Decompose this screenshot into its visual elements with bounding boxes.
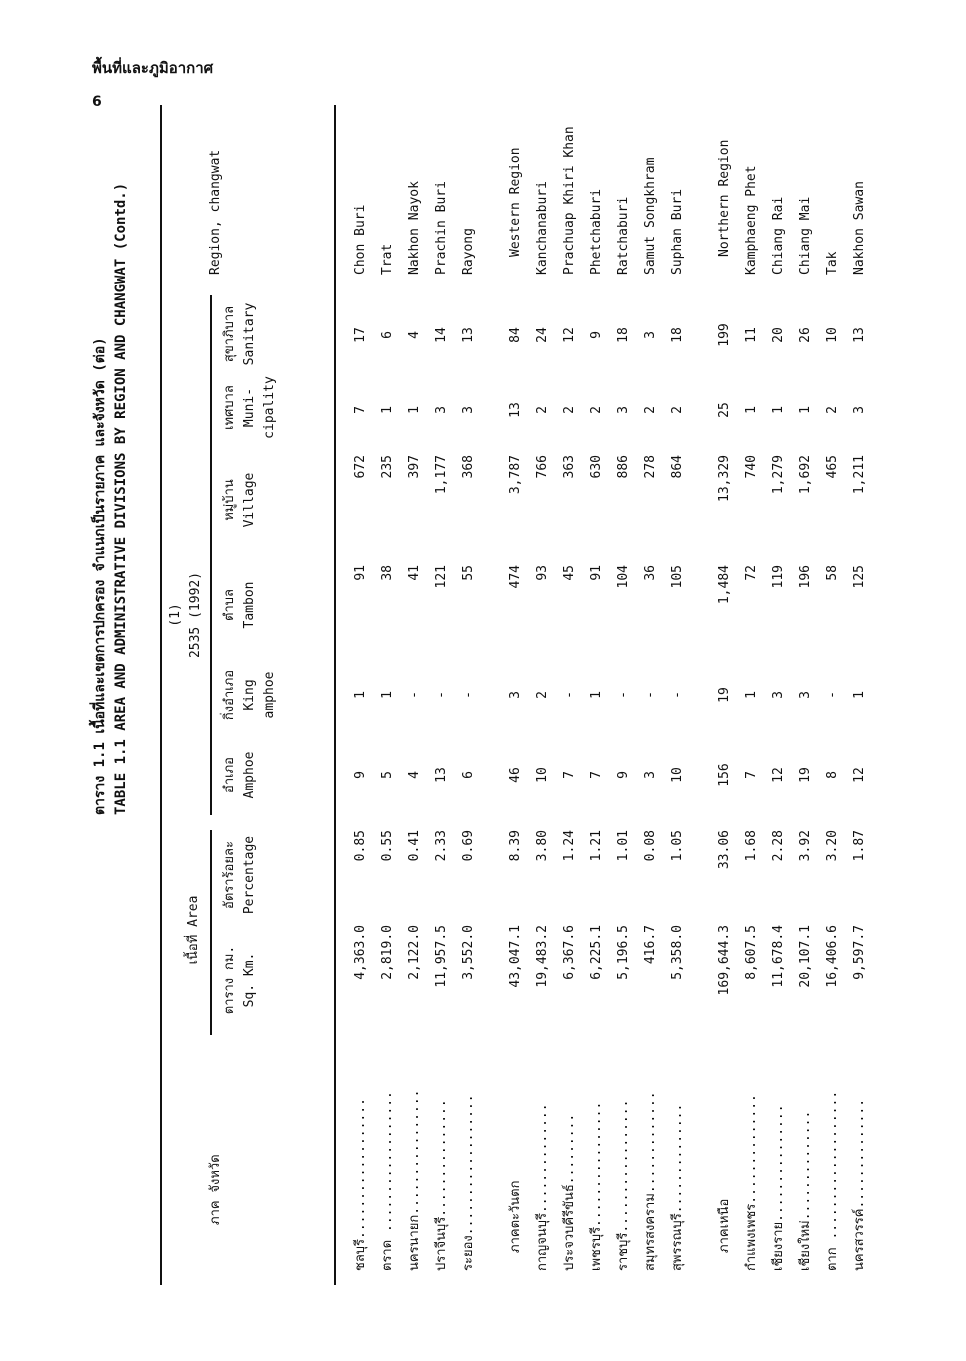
header-muni-th: เทศบาล <box>222 385 237 430</box>
table-row <box>822 105 844 1285</box>
year-underline <box>210 295 212 815</box>
cell-region-en: Suphan Buri <box>670 188 685 275</box>
table-row <box>458 105 480 1285</box>
cell-muni: 2 <box>643 406 658 414</box>
cell-muni: 3 <box>461 406 476 414</box>
section-title: พื้นที่และภูมิอากาศ <box>92 59 214 77</box>
region-row <box>505 105 527 1285</box>
cell-region-th: ชลบุรี.................. <box>353 1098 368 1271</box>
cell-pct: 1.68 <box>744 830 759 862</box>
table-row <box>586 105 608 1285</box>
table-row <box>640 105 662 1285</box>
cell-village: 1,279 <box>771 455 786 495</box>
cell-tambon: 125 <box>852 565 867 589</box>
cell-sqkm: 416.7 <box>643 925 658 965</box>
cell-amphoe: 6 <box>461 771 476 779</box>
table-row <box>377 105 399 1285</box>
cell-region-en: Western Region <box>508 147 523 257</box>
cell-muni: 1 <box>744 406 759 414</box>
cell-village: 1,692 <box>798 455 813 495</box>
cell-sqkm: 2,819.0 <box>380 925 395 980</box>
cell-village: 235 <box>380 455 395 479</box>
cell-sqkm: 11,678.4 <box>771 925 786 988</box>
cell-king: 2 <box>535 691 550 699</box>
cell-amphoe: 19 <box>798 767 813 783</box>
cell-region-en: Nakhon Nayok <box>407 181 422 275</box>
cell-region-th: เชียงราย............... <box>771 1104 786 1271</box>
header-village <box>220 455 320 545</box>
cell-sanitary: 18 <box>670 327 685 343</box>
cell-village: 363 <box>562 455 577 479</box>
cell-amphoe: 7 <box>589 771 604 779</box>
cell-region-th: ตาก ................... <box>825 1090 840 1271</box>
header-amphoe <box>220 735 320 815</box>
table-title-en: TABLE 1.1 AREA AND ADMINISTRATIVE DIVISIONS BY REGION AND CHANGWAT (Contd.) <box>113 182 129 815</box>
cell-pct: 33.06 <box>717 830 732 870</box>
cell-sqkm: 20,107.1 <box>798 925 813 988</box>
header-tambon-en: Tambon <box>242 581 257 629</box>
cell-region-en: Chiang Rai <box>771 196 786 275</box>
cell-muni: 2 <box>535 406 550 414</box>
cell-pct: 1.05 <box>670 830 685 862</box>
region-row <box>714 105 736 1285</box>
cell-tambon: 121 <box>434 565 449 589</box>
cell-tambon: 41 <box>407 565 422 581</box>
cell-king: 3 <box>508 691 523 699</box>
cell-king: 3 <box>798 691 813 699</box>
top-rule <box>160 105 162 1285</box>
cell-muni: 2 <box>589 406 604 414</box>
header-sanitary-th: สุขาภิบาล <box>222 305 237 363</box>
cell-sanitary: 18 <box>616 327 631 343</box>
cell-region-en: Northern Region <box>717 139 732 257</box>
cell-region-th: ราชบุรี................. <box>616 1099 631 1271</box>
cell-region-th: เพชรบุรี................ <box>589 1101 604 1271</box>
cell-amphoe: 12 <box>852 767 867 783</box>
cell-amphoe: 12 <box>771 767 786 783</box>
cell-amphoe: 13 <box>434 767 449 783</box>
cell-tambon: 104 <box>616 565 631 589</box>
cell-region-th: เชียงใหม่.............. <box>798 1110 813 1271</box>
cell-region-en: Kanchanaburi <box>535 181 550 275</box>
cell-pct: 3.20 <box>825 830 840 862</box>
cell-muni: 7 <box>353 406 368 414</box>
header-region-en: Region, changwat <box>208 149 223 275</box>
header-sqkm-th: ตาราง กม. <box>222 945 237 1015</box>
header-muni-en2: cipality <box>262 376 277 439</box>
cell-king: - <box>562 691 577 699</box>
cell-amphoe: 9 <box>616 771 631 779</box>
table-row <box>559 105 581 1285</box>
header-muni-en1: Muni- <box>242 387 257 428</box>
cell-king: 1 <box>380 691 395 699</box>
cell-sqkm: 8,607.5 <box>744 925 759 980</box>
cell-sqkm: 5,358.0 <box>670 925 685 980</box>
cell-amphoe: 7 <box>744 771 759 779</box>
cell-region-th: กำแพงเพชร.............. <box>744 1094 759 1271</box>
header-area-group: เนื้อที่ Area <box>186 895 201 965</box>
header-king <box>220 655 320 735</box>
cell-sanitary: 4 <box>407 331 422 339</box>
rotated-table <box>90 105 867 1285</box>
cell-region-th: ภาคตะวันตก <box>508 1180 523 1253</box>
cell-tambon: 38 <box>380 565 395 581</box>
cell-tambon: 474 <box>508 565 523 589</box>
cell-tambon: 93 <box>535 565 550 581</box>
table-row <box>532 105 554 1285</box>
header-rule <box>334 105 336 1285</box>
header-sanitary-en: Sanitary <box>242 302 257 366</box>
cell-amphoe: 7 <box>562 771 577 779</box>
cell-village: 13,329 <box>717 455 732 502</box>
cell-sanitary: 17 <box>353 327 368 343</box>
cell-amphoe: 5 <box>380 771 395 779</box>
cell-amphoe: 8 <box>825 771 840 779</box>
cell-village: 886 <box>616 455 631 479</box>
header-sqkm-en: Sq. Km. <box>242 952 257 1008</box>
cell-pct: 0.69 <box>461 830 476 862</box>
cell-king: - <box>825 691 840 699</box>
cell-tambon: 72 <box>744 565 759 581</box>
cell-region-th: ภาคเหนือ <box>717 1198 732 1253</box>
cell-tambon: 91 <box>589 565 604 581</box>
cell-muni: 3 <box>434 406 449 414</box>
cell-muni: 1 <box>380 406 395 414</box>
cell-sanitary: 12 <box>562 327 577 343</box>
cell-region-th: นครนายก................ <box>407 1089 422 1271</box>
cell-tambon: 105 <box>670 565 685 589</box>
cell-region-en: Tak <box>825 251 840 275</box>
table-row <box>849 105 871 1285</box>
cell-region-th: ประจวบคีรีขันธ์......... <box>562 1113 577 1271</box>
cell-king: 1 <box>353 691 368 699</box>
header-king-th: กิ่งอำเภอ <box>222 669 237 721</box>
cell-king: 3 <box>771 691 786 699</box>
header-sanitary <box>220 295 320 373</box>
cell-sanitary: 13 <box>461 327 476 343</box>
cell-sqkm: 169,644.3 <box>717 925 732 996</box>
cell-muni: 3 <box>616 406 631 414</box>
cell-sanitary: 11 <box>744 327 759 343</box>
cell-amphoe: 156 <box>717 763 732 787</box>
table-row <box>795 105 817 1285</box>
header-king-en2: amphoe <box>262 671 277 719</box>
header-tambon-th: ตำบล <box>222 589 237 621</box>
cell-pct: 3.80 <box>535 830 550 862</box>
cell-region-en: Prachuap Khiri Khan <box>562 126 577 275</box>
cell-amphoe: 9 <box>353 771 368 779</box>
table-row <box>667 105 689 1285</box>
table-row <box>613 105 635 1285</box>
table-row <box>404 105 426 1285</box>
cell-king: 1 <box>589 691 604 699</box>
cell-pct: 0.08 <box>643 830 658 862</box>
header-amphoe-th: อำเภอ <box>222 757 237 793</box>
cell-tambon: 36 <box>643 565 658 581</box>
cell-sqkm: 3,552.0 <box>461 925 476 980</box>
cell-sanitary: 6 <box>380 331 395 339</box>
cell-region-th: สุพรรณบุรี.............. <box>670 1103 685 1271</box>
cell-tambon: 1,484 <box>717 565 732 605</box>
cell-tambon: 45 <box>562 565 577 581</box>
cell-village: 672 <box>353 455 368 479</box>
cell-tambon: 55 <box>461 565 476 581</box>
cell-pct: 0.85 <box>353 830 368 862</box>
cell-sqkm: 6,225.1 <box>589 925 604 980</box>
cell-king: - <box>670 691 685 699</box>
cell-muni: 2 <box>670 406 685 414</box>
cell-sqkm: 4,363.0 <box>353 925 368 980</box>
table-title <box>90 183 132 815</box>
header-year-note: (1) <box>168 603 183 627</box>
cell-muni: 2 <box>562 406 577 414</box>
cell-muni: 3 <box>852 406 867 414</box>
cell-region-en: Ratchaburi <box>616 196 631 275</box>
cell-village: 397 <box>407 455 422 479</box>
cell-amphoe: 4 <box>407 771 422 779</box>
cell-muni: 25 <box>717 402 732 418</box>
cell-village: 1,211 <box>852 455 867 495</box>
cell-sqkm: 5,196.5 <box>616 925 631 980</box>
cell-muni: 1 <box>407 406 422 414</box>
cell-sanitary: 13 <box>852 327 867 343</box>
cell-sanitary: 3 <box>643 331 658 339</box>
cell-region-en: Chiang Mai <box>798 196 813 275</box>
cell-region-th: ปราจีนบุรี............... <box>434 1099 449 1271</box>
cell-sqkm: 43,047.1 <box>508 925 523 988</box>
cell-sqkm: 11,957.5 <box>434 925 449 988</box>
cell-pct: 0.41 <box>407 830 422 862</box>
cell-sqkm: 2,122.0 <box>407 925 422 980</box>
cell-muni: 1 <box>798 406 813 414</box>
header-pct-en: Percentage <box>242 835 257 915</box>
cell-pct: 1.21 <box>589 830 604 862</box>
cell-sanitary: 199 <box>717 323 732 347</box>
cell-muni: 1 <box>771 406 786 414</box>
cell-village: 368 <box>461 455 476 479</box>
cell-sanitary: 14 <box>434 327 449 343</box>
table-title-th: ตาราง 1.1 เนื้อที่และเขตการปกครอง จำแนกเป็นรายภาค และจังหวัด (ต่อ) <box>92 337 108 815</box>
cell-king: - <box>616 691 631 699</box>
cell-pct: 8.39 <box>508 830 523 862</box>
cell-tambon: 58 <box>825 565 840 581</box>
cell-region-en: Prachin Buri <box>434 181 449 275</box>
cell-region-en: Nakhon Sawan <box>852 181 867 275</box>
cell-king: 19 <box>717 687 732 703</box>
cell-king: 1 <box>744 691 759 699</box>
header-village-en: Village <box>242 472 257 528</box>
cell-region-th: ระยอง.................. <box>461 1094 476 1271</box>
cell-sanitary: 26 <box>798 327 813 343</box>
cell-region-th: นครสวรรค์.............. <box>852 1098 867 1271</box>
cell-sanitary: 10 <box>825 327 840 343</box>
cell-village: 278 <box>643 455 658 479</box>
header-pct-th: อัตราร้อยละ <box>222 841 237 909</box>
header-pct <box>220 825 320 925</box>
cell-muni: 13 <box>508 402 523 418</box>
table-row <box>431 105 453 1285</box>
cell-sanitary: 24 <box>535 327 550 343</box>
cell-sqkm: 6,367.6 <box>562 925 577 980</box>
header-amphoe-en: Amphoe <box>242 751 257 799</box>
cell-king: 1 <box>852 691 867 699</box>
cell-region-en: Chon Buri <box>353 204 368 275</box>
page-header <box>92 56 213 110</box>
cell-pct: 1.24 <box>562 830 577 862</box>
cell-region-en: Samut Songkhram <box>643 157 658 275</box>
cell-village: 630 <box>589 455 604 479</box>
cell-region-th: สมุทรสงคราม............. <box>643 1091 658 1271</box>
cell-king: - <box>434 691 449 699</box>
cell-amphoe: 10 <box>535 767 550 783</box>
area-underline <box>210 830 212 1035</box>
table-row <box>350 105 372 1285</box>
table-row <box>768 105 790 1285</box>
cell-muni: 2 <box>825 406 840 414</box>
cell-sanitary: 84 <box>508 327 523 343</box>
cell-village: 766 <box>535 455 550 479</box>
header-tambon <box>220 565 320 645</box>
cell-pct: 1.87 <box>852 830 867 862</box>
cell-sqkm: 19,483.2 <box>535 925 550 988</box>
cell-amphoe: 3 <box>643 771 658 779</box>
cell-region-th: ตราด .................. <box>380 1091 395 1271</box>
cell-tambon: 119 <box>771 565 786 589</box>
cell-village: 1,177 <box>434 455 449 495</box>
cell-pct: 2.33 <box>434 830 449 862</box>
cell-region-th: กาญจนบุรี.............. <box>535 1103 550 1271</box>
cell-sanitary: 9 <box>589 331 604 339</box>
cell-king: - <box>643 691 658 699</box>
cell-king: - <box>407 691 422 699</box>
cell-pct: 3.92 <box>798 830 813 862</box>
page-number: 6 <box>92 94 102 110</box>
cell-amphoe: 46 <box>508 767 523 783</box>
header-region-th: ภาค จังหวัด <box>208 1154 223 1225</box>
cell-king: - <box>461 691 476 699</box>
cell-region-en: Trat <box>380 243 395 275</box>
cell-village: 740 <box>744 455 759 479</box>
table-row <box>741 105 763 1285</box>
cell-pct: 1.01 <box>616 830 631 862</box>
cell-pct: 0.55 <box>380 830 395 862</box>
cell-tambon: 196 <box>798 565 813 589</box>
cell-region-en: Phetchaburi <box>589 188 604 275</box>
cell-pct: 2.28 <box>771 830 786 862</box>
header-sqkm <box>220 925 320 1035</box>
cell-sqkm: 16,406.6 <box>825 925 840 988</box>
cell-amphoe: 10 <box>670 767 685 783</box>
cell-region-en: Rayong <box>461 228 476 275</box>
header-king-en1: King <box>242 679 257 711</box>
cell-village: 3,787 <box>508 455 523 495</box>
cell-village: 864 <box>670 455 685 479</box>
cell-sqkm: 9,597.7 <box>852 925 867 980</box>
cell-village: 465 <box>825 455 840 479</box>
cell-sanitary: 20 <box>771 327 786 343</box>
header-muni <box>220 370 320 445</box>
header-village-th: หมู่บ้าน <box>222 479 237 521</box>
cell-region-en: Kamphaeng Phet <box>744 165 759 275</box>
header-year: 2535 (1992) <box>188 571 203 659</box>
cell-tambon: 91 <box>353 565 368 581</box>
